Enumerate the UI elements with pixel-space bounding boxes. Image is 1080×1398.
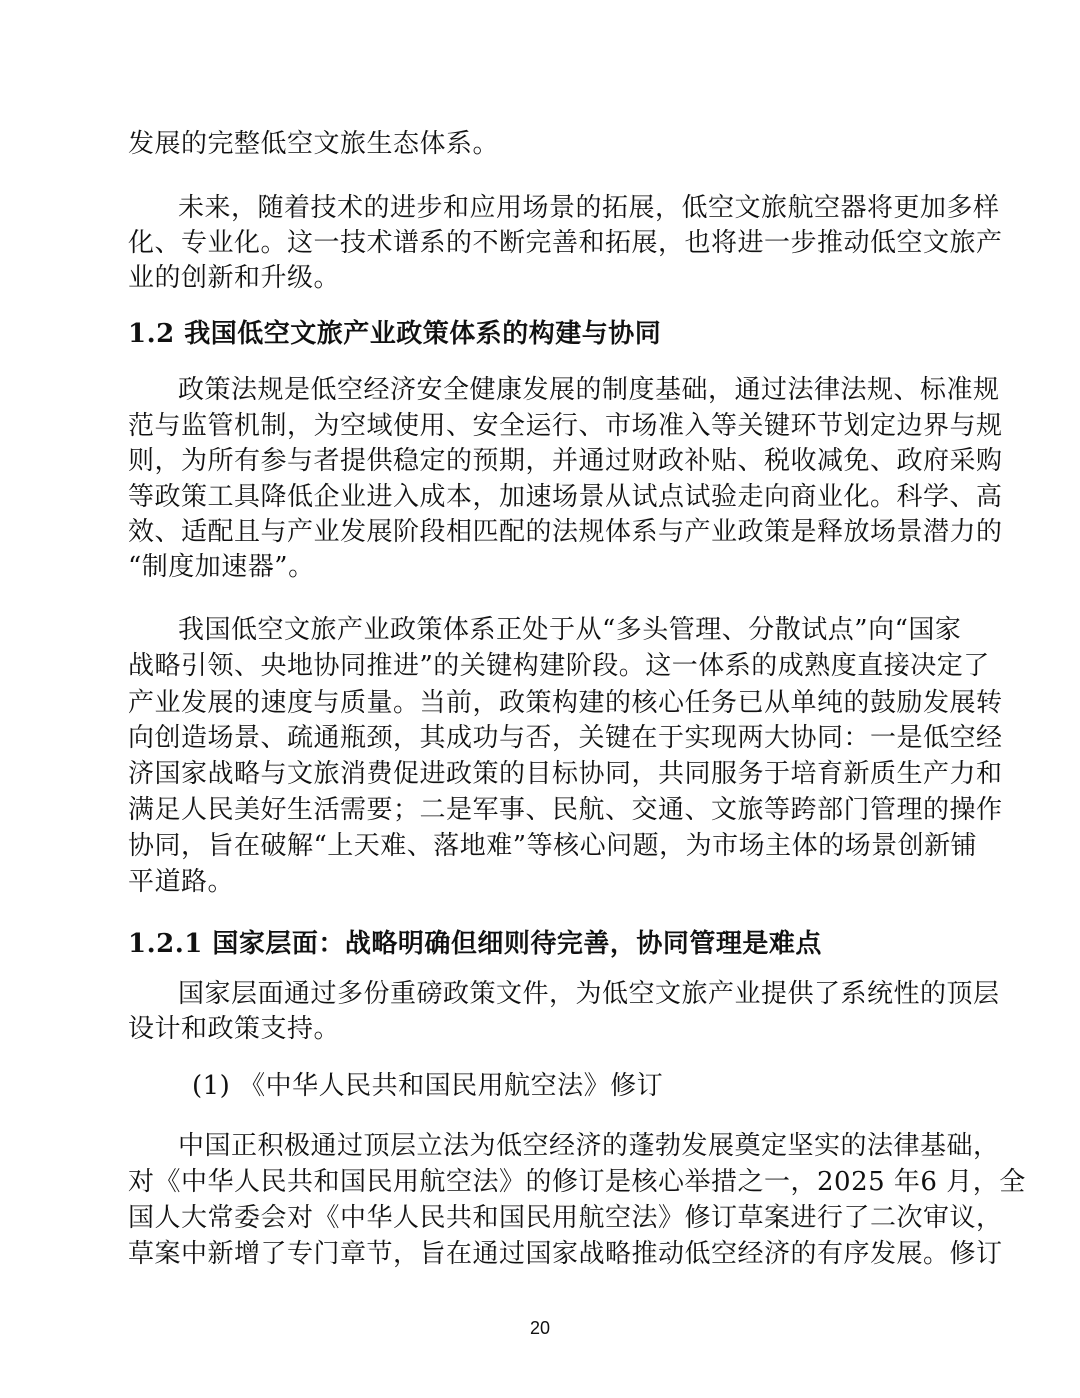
paragraph-line: 国家层面通过多份重磅政策文件，为低空文旅产业提供了系统性的顶层 (178, 979, 1000, 1009)
paragraph-line: 政策法规是低空经济安全健康发展的制度基础，通过法律法规、标准规 (178, 375, 1000, 405)
list-item: (1) 《中华人民共和国民用航空法》修订 (192, 1071, 664, 1101)
paragraph-line: 范与监管机制，为空域使用、安全运行、市场准入等关键环节划定边界与规 (128, 411, 1003, 441)
subsection-heading: 1.2.1 国家层面：战略明确但细则待完善，协同管理是难点 (128, 929, 822, 959)
paragraph-line: 业的创新和升级。 (128, 263, 341, 293)
paragraph-line: 等政策工具降低企业进入成本，加速场景从试点试验走向商业化。科学、高 (128, 482, 1003, 512)
section-heading: 1.2 我国低空文旅产业政策体系的构建与协同 (128, 319, 662, 349)
paragraph-line: 济国家战略与文旅消费促进政策的目标协同，共同服务于培育新质生产力和 (128, 759, 1003, 789)
paragraph-line: 协同，旨在破解“上天难、落地难”等核心问题，为市场主体的场景创新铺 (128, 831, 978, 861)
paragraph-line: 产业发展的速度与质量。当前，政策构建的核心任务已从单纯的鼓励发展转 (128, 688, 1003, 718)
paragraph-line: 效、适配且与产业发展阶段相匹配的法规体系与产业政策是释放场景潜力的 (128, 517, 1003, 547)
paragraph-line: “制度加速器”。 (128, 552, 315, 582)
paragraph-line: 对《中华人民共和国民用航空法》的修订是核心举措之一，2025 年6 月，全 (128, 1167, 1026, 1197)
paragraph-line: 我国低空文旅产业政策体系正处于从“多头管理、分散试点”向“国家 (178, 615, 962, 645)
paragraph-line: 未来，随着技术的进步和应用场景的拓展，低空文旅航空器将更加多样 (178, 193, 1000, 223)
paragraph-line: 向创造场景、疏通瓶颈，其成功与否，关键在于实现两大协同：一是低空经 (128, 723, 1003, 753)
paragraph-line: 则，为所有参与者提供稳定的预期，并通过财政补贴、税收减免、政府采购 (128, 446, 1003, 476)
paragraph-line: 战略引领、央地协同推进”的关键构建阶段。这一体系的成熟度直接决定了 (128, 651, 990, 681)
paragraph-line: 平道路。 (128, 867, 235, 897)
page-number: 20 (529, 1318, 551, 1338)
paragraph-line: 草案中新增了专门章节，旨在通过国家战略推动低空经济的有序发展。修订 (128, 1239, 1003, 1269)
paragraph-line: 中国正积极通过顶层立法为低空经济的蓬勃发展奠定坚实的法律基础， (178, 1131, 1000, 1161)
paragraph-line: 设计和政策支持。 (128, 1014, 341, 1044)
paragraph-line: 满足人民美好生活需要；二是军事、民航、交通、文旅等跨部门管理的操作 (128, 795, 1003, 825)
paragraph-line: 化、专业化。这一技术谱系的不断完善和拓展，也将进一步推动低空文旅产 (128, 228, 1003, 258)
paragraph-line: 国人大常委会对《中华人民共和国民用航空法》修订草案进行了二次审议， (128, 1203, 1003, 1233)
paragraph-line: 发展的完整低空文旅生态体系。 (128, 129, 500, 159)
